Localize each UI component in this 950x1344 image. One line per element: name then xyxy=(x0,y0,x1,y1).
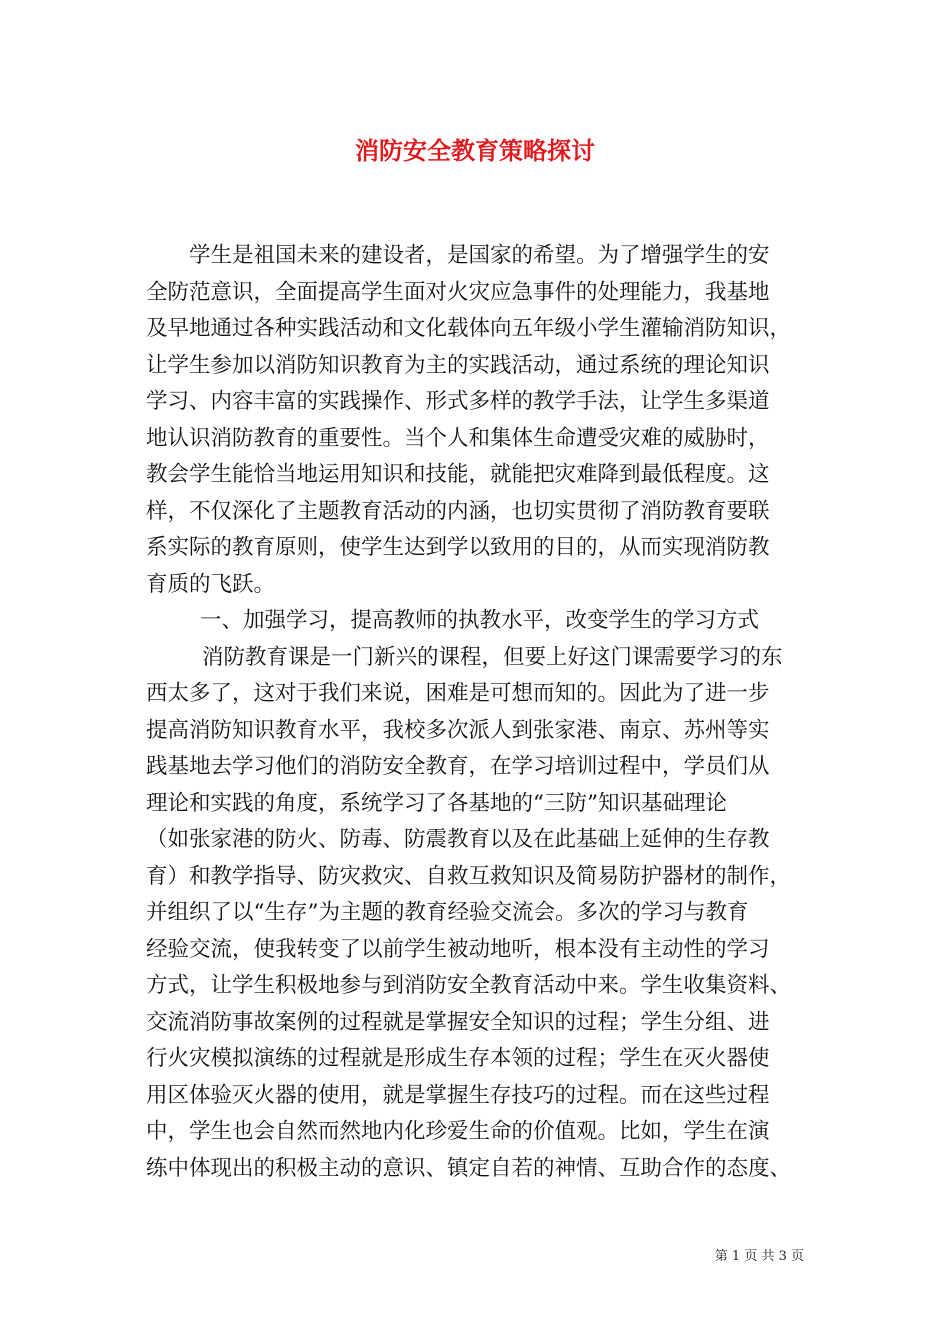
paragraph-line: 行火灾模拟演练的过程就是形成生存本领的过程；学生在灭火器使 xyxy=(146,1046,770,1071)
paragraph-line: 练中体现出的积极主动的意识、镇定自若的神情、互助合作的态度、 xyxy=(146,1155,792,1181)
paragraph-line: 学生是祖国未来的建设者，是国家的希望。为了增强学生的安 xyxy=(189,243,770,268)
paragraph-line: 育）和教学指导、防灾救灾、自救互救知识及简易防护器材的制作， xyxy=(146,863,792,889)
paragraph-line: 中，学生也会自然而然地内化珍爱生命的价值观。比如，学生在演 xyxy=(146,1119,770,1144)
paragraph-line: 育质的飞跃。 xyxy=(146,571,276,597)
paragraph-line: 系实际的教育原则，使学生达到学以致用的目的，从而实现消防教 xyxy=(146,535,770,560)
paragraph-line: 样，不仅深化了主题教育活动的内涵，也切实贯彻了消防教育要联 xyxy=(146,498,770,524)
paragraph-line: 西太多了，这对于我们来说，困难是可想而知的。因此为了进一步 xyxy=(146,681,770,706)
section-heading: 一、加强学习，提高教师的执教水平，改变学生的学习方式 xyxy=(200,608,760,633)
paragraph-line: 用区体验灭火器的使用，就是掌握生存技巧的过程。而在这些过程 xyxy=(146,1082,770,1108)
paragraph-line: 经验交流，使我转变了以前学生被动地听，根本没有主动性的学习 xyxy=(146,936,770,962)
paragraph-line: 教会学生能恰当地运用知识和技能，就能把灾难降到最低程度。这 xyxy=(146,462,770,487)
paragraph-line: 让学生参加以消防知识教育为主的实践活动，通过系统的理论知识 xyxy=(146,352,770,378)
paragraph-line: 交流消防事故案例的过程就是掌握安全知识的过程；学生分组、进 xyxy=(146,1009,770,1035)
paragraph-line: 践基地去学习他们的消防安全教育，在学习培训过程中，学员们从 xyxy=(146,754,770,779)
document-title: 消防安全教育策略探讨 xyxy=(355,136,595,165)
paragraph-line: （如张家港的防火、防毒、防震教育以及在此基础上延伸的生存教 xyxy=(146,827,770,852)
paragraph-line: 方式，让学生积极地参与到消防安全教育活动中来。学生收集资料、 xyxy=(146,973,792,998)
page-number: 第 1 页 共 3 页 xyxy=(714,1249,804,1264)
paragraph-line: 地认识消防教育的重要性。当个人和集体生命遭受灾难的威胁时， xyxy=(146,425,770,451)
document-body xyxy=(146,238,810,1187)
paragraph-line: 消防教育课是一门新兴的课程，但要上好这门课需要学习的东 xyxy=(202,644,783,670)
paragraph-line: 提高消防知识教育水平，我校多次派人到张家港、南京、苏州等实 xyxy=(146,717,770,743)
paragraph-line: 及早地通过各种实践活动和文化载体向五年级小学生灌输消防知识， xyxy=(146,316,792,341)
paragraph-line: 并组织了以“生存”为主题的教育经验交流会。多次的学习与教育 xyxy=(146,900,749,925)
paragraph-line: 全防范意识，全面提高学生面对火灾应急事件的处理能力，我基地 xyxy=(146,279,770,305)
paragraph-line: 学习、内容丰富的实践操作、形式多样的教学手法，让学生多渠道 xyxy=(146,389,770,414)
paragraph-line: 理论和实践的角度，系统学习了各基地的“三防”知识基础理论 xyxy=(146,790,727,816)
